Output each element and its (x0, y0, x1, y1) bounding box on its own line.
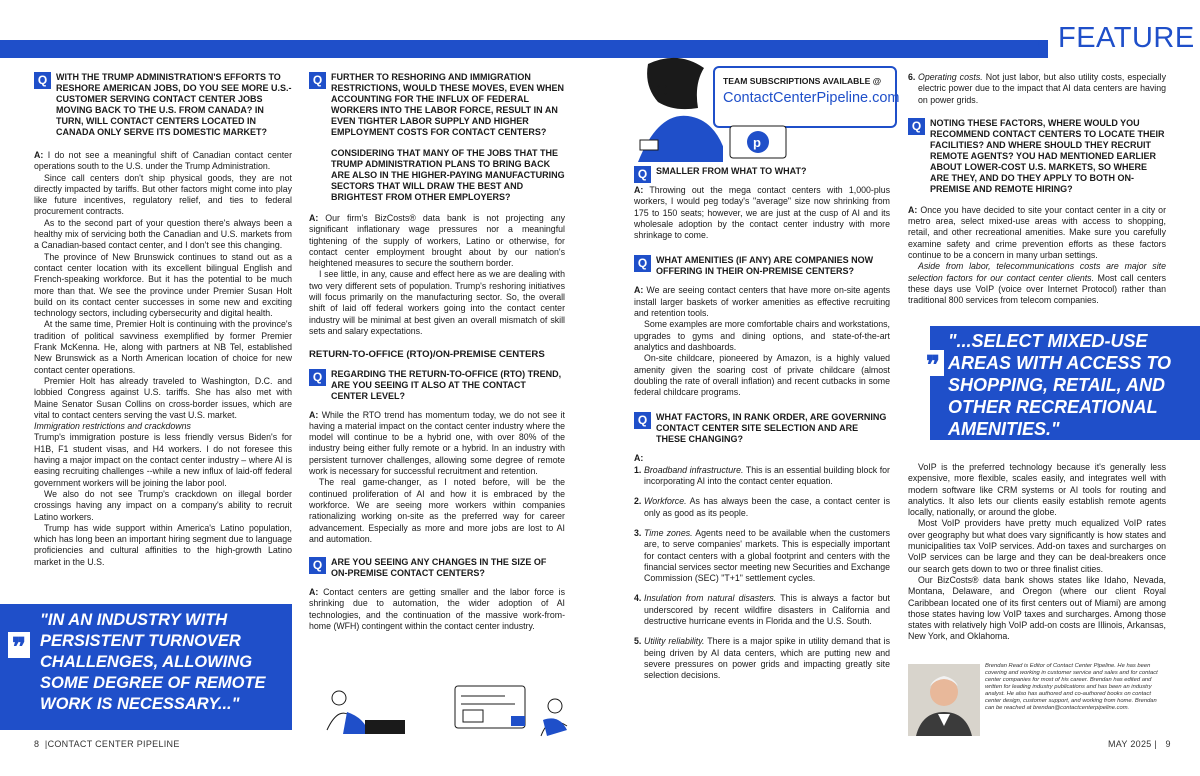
author-bio: Brendan Read is Editor of Contact Center Pipeline. He has been covering and working in customer service and sales and for contact center companies for most of his career. Brendan has edited and written for leading industry publications and has been an industry analyst. He also has authored and co-authored books on contact center design, customer support, and working from home. Brendan can be reached at brendan@contactcenterpipeline.com. (985, 663, 1158, 711)
question-heading: Q FURTHER TO RESHORING AND IMMIGRATION RESTRICTIONS, WOULD THESE MOVES, EVEN WHEN ACCOUNTING FOR THE INFLUX OF FEDERAL WORKERS INTO THE LABOR FORCE, RESULT IN AN EVEN TIGHTER LABOR SUPPLY AND HIGHER EMPLOYMENT COSTS FOR CONTACT CENTERS? CONSIDERING THAT MANY OF THE JOBS THAT THE TRUMP ADMINISTRATION PLANS TO BRING BACK ARE ALSO IN THE HIGHER-PAYING MANUFACTURING SECTORS THAT WILL DRAW THE BEST AND BRIGHTEST FROM OTHER EMPLOYERS? (309, 72, 565, 203)
quote-mark-icon: ❞ (8, 632, 30, 658)
q-badge: Q (634, 166, 651, 183)
q-badge: Q (34, 72, 51, 89)
body-paragraph: The province of New Brunswick continues to stand out as a contact center location with its excellent bilingual English and French-speaking workforce. But it has the potential to be much more than that. We see the province under Premier Susan Holt build on its contact center successes in some new and exciting technology sectors, including cybersecurity and digital health. (34, 251, 292, 319)
body-paragraph: Most VoIP providers have pretty much equalized VoIP rates over geography but what does vary significantly is how states and municipalities tax VoIP services. Add-on taxes and surcharges on VoIP services can be large and they can be deal-breakers once our search gets down to two or three finalist cities. (908, 518, 1166, 574)
body-paragraph: Our BizCosts® data bank shows states like Idaho, Nevada, Montana, Delaware, and Oregon (where our client Royal Caribbean located one of its first centers out of Miami) are among those states having low VoIP taxes and surcharges. Among those states with relatively high VoIP add-on costs are Illinois, Arkansas, New York, and Oklahoma. (908, 574, 1166, 642)
subscription-promo[interactable]: TEAM SUBSCRIPTIONS AVAILABLE @ ContactCenterPipeline.com (713, 66, 897, 128)
section-title: FEATURE (1058, 22, 1195, 54)
subhead: Immigration restrictions and crackdowns (34, 421, 191, 432)
footer-right: MAY 2025 | 9 (1108, 739, 1171, 749)
q-badge: Q (309, 72, 326, 89)
list-item: 6. Operating costs. Not just labor, but also utility costs, especially electric power due to the impact that AI data centers are having on power grids. (908, 72, 1166, 105)
answer-paragraph: A: Contact centers are getting smaller and the labor force is shrinking due to automation, the wider adoption of AI technologies, and the continuation of the massive work-from-home (WFH) contingent within the contact center industry. (309, 587, 566, 632)
answer-paragraph: A: I do not see a meaningful shift of Canadian contact center operations south to the U.S. under the Trump Administration. (34, 150, 293, 172)
body-paragraph: Some examples are more comfortable chairs and workstations, upgrades to gyms and dining options, and state-of-the-art analytics and dashboards. (634, 319, 890, 352)
pull-quote-left: "IN AN INDUSTRY WITH PERSISTENT TURNOVER CHALLENGES, ALLOWING SOME DEGREE OF REMOTE WORK IS NECESSARY..." ❞ (0, 604, 292, 730)
column-4-continued (908, 462, 1166, 643)
body-paragraph: At the same time, Premier Holt is continuing with the province's tradition of political savviness exemplified by former Premier Frank McKenna. He, along with partners at NB Tel, established New Brunswick as a North American location of choice for new contact center operations. (34, 319, 292, 375)
question-heading: Q SMALLER FROM WHAT TO WHAT? (634, 166, 890, 177)
body-paragraph: On-site childcare, pioneered by Amazon, is a highly valued amenity given the soaring cost of private childcare (almost doubling the rate of overall inflation) and recent cutbacks in some federal childcare programs. (634, 353, 890, 398)
answer-paragraph: A: Once you have decided to site your contact center in a city or metro area, select mixed-use areas with access to shopping, retail, and other recreational amenities. Make sure you carefully examine safety and crime prevention efforts as these factors continue to be a concern in many urban settings. (908, 204, 1166, 261)
footer-left: 8 |CONTACT CENTER PIPELINE (34, 739, 180, 749)
body-paragraph: Since call centers don't ship physical goods, they are not directly impacted by tariffs. But other factors might come into play like future incentives, regulatory relief, and ties to federal procurement contracts. (34, 172, 292, 217)
factor-list (634, 465, 890, 682)
list-item: 5. Utility reliability. There is a major spike in utility demand that is being driven by AI data centers, which are putting new and severe pressures on power grids and impacting greatly site selection decisions. (634, 636, 890, 681)
answer-paragraph: A: Throwing out the mega contact centers with 1,000-plus workers, I would peg today's "average" size now shrinking from 175 to 150 seats; however, we are just at the cusp of AI and its wholesale adoption by the contact center industry with more shrinkage to come. (634, 185, 890, 241)
question-heading: Q WITH THE TRUMP ADMINISTRATION'S EFFORTS TO RESHORE AMERICAN JOBS, DO YOU SEE MORE U.S.-CUSTOMER SERVING CONTACT CENTER JOBS MOVING BACK TO THE U.S. FROM CANADA? IN TURN, WILL CONTACT CENTERS LOCATED IN CANADA ONLY SERVE ITS DOMESTIC MARKET? (34, 72, 292, 138)
body-paragraph: VoIP is the preferred technology because it's generally less expensive, more flexible, scales easily, and integrates well with modern software like CRM systems or AI tools for routing and analytics. It also lets our clients easily establish remote agents locally, nationally, or around the globe. (908, 462, 1166, 518)
body-paragraph: We also do not see Trump's crackdown on illegal border crossings having any impact on a company's ability to recruit Latino workers. (34, 488, 292, 522)
answer-label: A: (634, 453, 644, 464)
answer-paragraph: A: While the RTO trend has momentum today, we do not see it having a material impact on the contact center industry where the model will continue to be a hybrid one, with over 80% of the industry being either fully remote or a hybrid. In an industry with persistent turnover challenges, allowing some degree of remote work is necessary for successful recruitment and retention. (309, 409, 565, 477)
list-item: 2. Workforce. As has always been the case, a contact center is only as good as its people. (634, 496, 890, 518)
question-heading: Q WHAT AMENITIES (IF ANY) ARE COMPANIES NOW OFFERING IN THEIR ON-PREMISE CENTERS? (634, 255, 890, 277)
body-paragraph: Aside from labor, telecommunications costs are major site selection factors for our contact center clients. Most call centers these days use VoIP (voice over Internet Protocol) rather than traditional 800 services from telecom companies. (908, 261, 1166, 306)
factor-list-continued (908, 72, 1166, 106)
answer-paragraph: A: Our firm's BizCosts® data bank is not projecting any significant inflationary wage pressures nor a meaningful tightening of the supply of workers, Latino or otherwise, for contact center employment brought about by our nation's heightened measures to secure the southern border. (309, 213, 565, 269)
question-heading: Q WHAT FACTORS, IN RANK ORDER, ARE GOVERNING CONTACT CENTER SITE SELECTION AND ARE THESE CHANGING? (634, 412, 890, 445)
q-badge: Q (634, 255, 651, 272)
column-2 (309, 72, 565, 632)
office-illustration (305, 680, 585, 738)
column-1 (34, 72, 292, 568)
author-photo (908, 664, 980, 736)
question-heading: Q ARE YOU SEEING ANY CHANGES IN THE SIZE OF ON-PREMISE CONTACT CENTERS? (309, 557, 565, 579)
body-paragraph: I see little, in any, cause and effect here as we are dealing with two very different sets of population. Trump's reshoring initiatives will focus primarily on the manufacturing sector. So, the overall shift of laid off federal workers going into the contact center industry will be minimal at best given an overall mismatch of skill sets and salary expectations. (309, 269, 565, 336)
question-heading: Q REGARDING THE RETURN-TO-OFFICE (RTO) TREND, ARE YOU SEEING IT ALSO AT THE CONTACT CENTER LEVEL? (309, 369, 565, 402)
q-badge: Q (908, 118, 925, 135)
pull-quote-right: "...SELECT MIXED-USE AREAS WITH ACCESS TO SHOPPING, RETAIL, AND OTHER RECREATIONAL AMENITIES." ❞ (930, 326, 1200, 440)
list-item: 4. Insulation from natural disasters. This is always a factor but underscored by recent wildfire disasters in California and destructive hurricane events in Florida and the U.S. South. (634, 593, 890, 627)
body-paragraph: As to the second part of your question there's always been a healthy mix of servicing both the Canadian and U.S. markets from a Canadian-based contact center, and I don't see this changing. (34, 217, 292, 251)
list-item: 3. Time zones. Agents need to be available when the customers are, to serve companies' markets. This is especially important for contact centers with a global footprint and centers with the financial services sector meeting new Securities and Exchange Commission (SEC) "T+1" settlement cycles. (634, 527, 891, 584)
q-badge: Q (309, 557, 326, 574)
body-paragraph: The real game-changer, as I noted before, will be the continued proliferation of AI and how it is embraced by the workforce. We are seeing more workers within companies rationalizing working on-site as the preferred way for career advancement. Especially as more and more jobs are lost to AI and automation. (309, 477, 565, 544)
list-item: 1. Broadband infrastructure. This is an essential building block for incorporating AI into the contact center equation. (634, 464, 890, 487)
body-paragraph: Trump's immigration posture is less friendly versus Biden's for H1B, F1 student visas, and H4 workers. I do not foresee this having a major impact on the contact center industry – where AI is easing recruiting challenges --while a new influx of laid-off federal government workers will be joining the labor pool. (34, 432, 292, 488)
section-heading: RETURN-TO-OFFICE (RTO)/ON-PREMISE CENTERS (309, 349, 545, 361)
q-badge: Q (634, 412, 651, 429)
laptop-logo-illustration (720, 122, 800, 162)
question-heading: Q NOTING THESE FACTORS, WHERE WOULD YOU RECOMMEND CONTACT CENTERS TO LOCATE THEIR FACILITIES? AND WHERE SHOULD THEY RECRUIT REMOTE AGENTS? YOU HAD MENTIONED EARLIER ABOUT LOWER-COST U.S. MARKETS, SO WHERE ARE THEY, AND DO THEY APPLY TO BOTH ON-PREMISE AND REMOTE HIRING? (908, 118, 1166, 195)
header-rule (0, 40, 1048, 58)
quote-mark-icon: ❞ (922, 350, 944, 376)
svg-text:p: p (753, 135, 761, 150)
answer-paragraph: A: We are seeing contact centers that have more on-site agents install larger baskets of worker amenities as effective recruiting and retention tools. (634, 285, 890, 319)
q-badge: Q (309, 369, 326, 386)
body-paragraph: Trump has wide support within America's Latino population, which has long been an important hiring segment due to language proficiencies and cultural affinities to the high-growth Latino market in the U.S. (34, 522, 292, 567)
body-paragraph: Premier Holt has already traveled to Washington, D.C. and lobbied Congress against U.S. tariffs. She has also met with Maine Senator Susan Collins on cross-border issues, which are vital to contact centers serving the vast U.S. market. (34, 375, 292, 420)
column-4 (908, 72, 1166, 307)
column-3 (634, 166, 890, 691)
agent-illustration (628, 54, 723, 164)
